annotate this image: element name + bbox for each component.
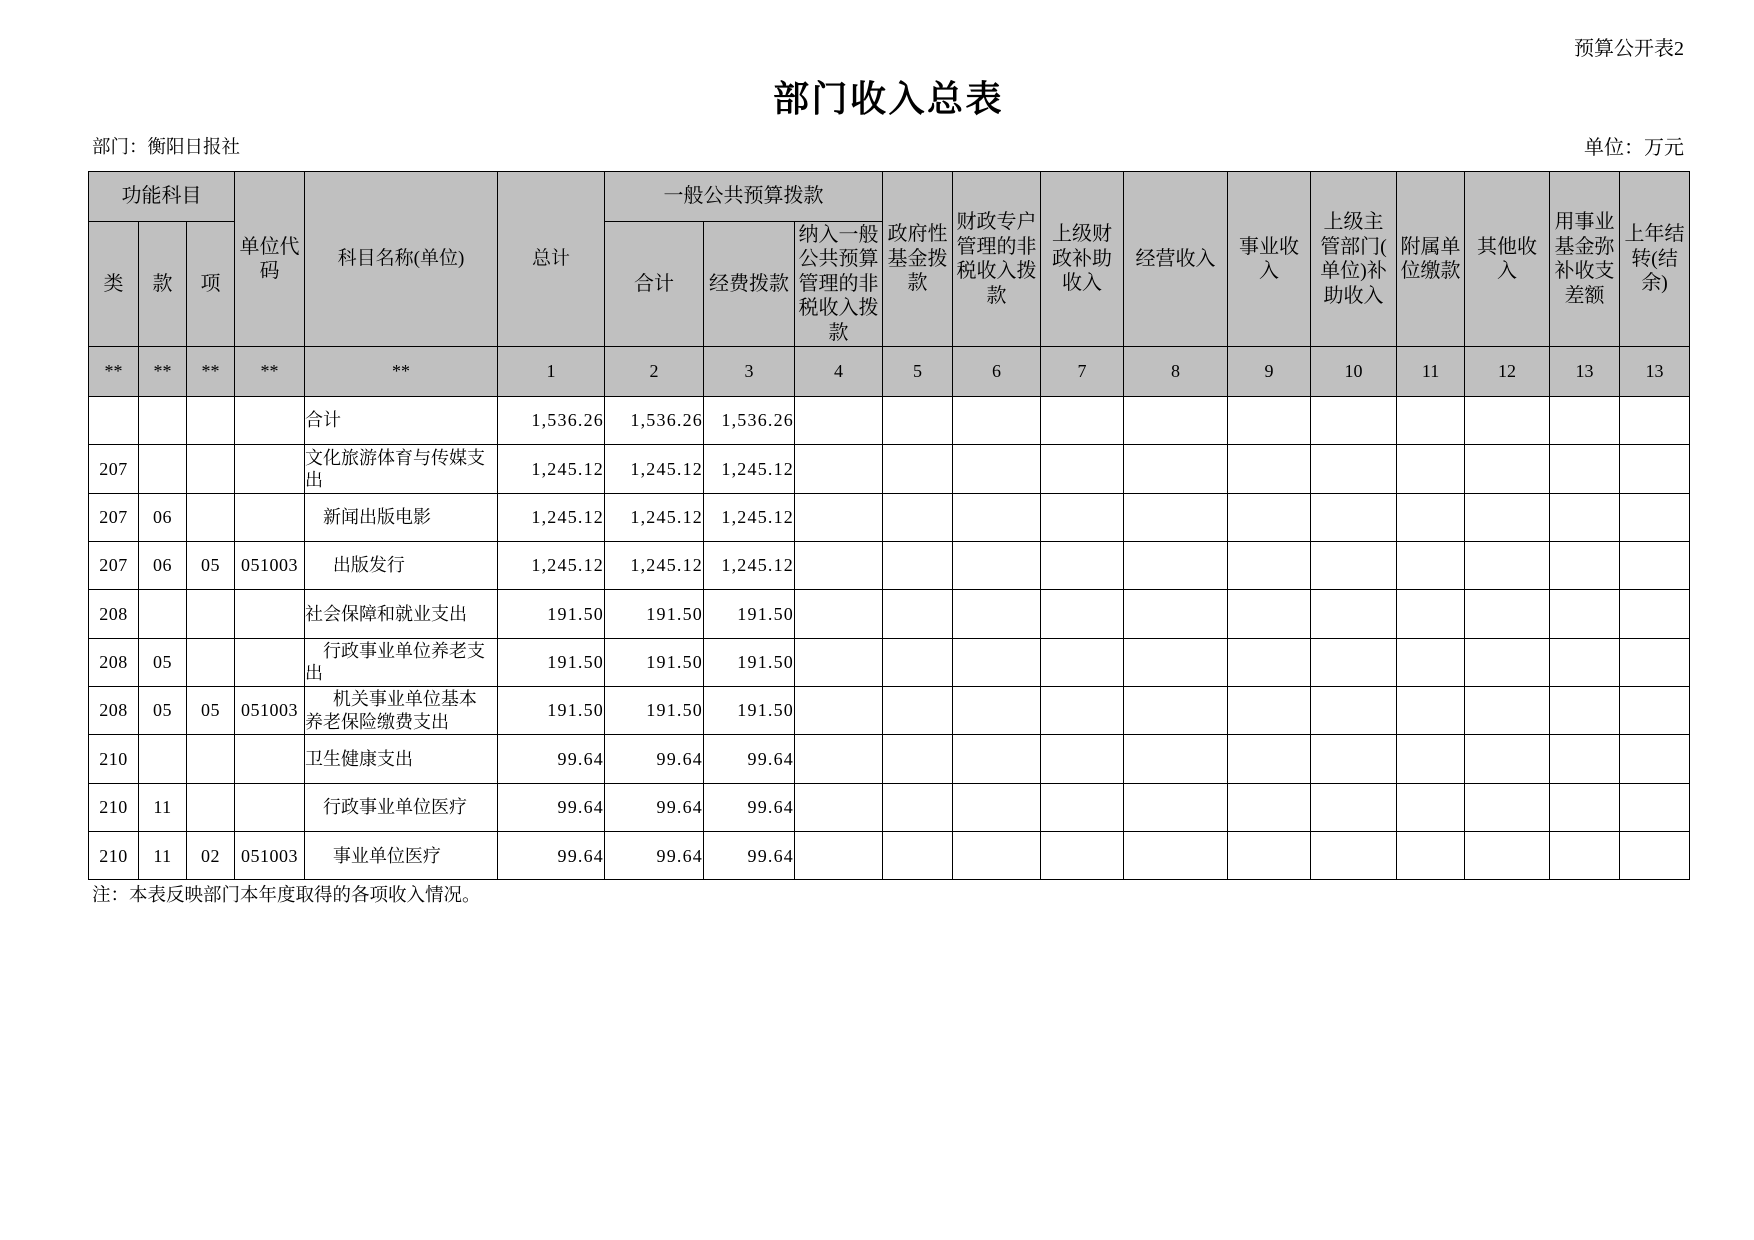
cell-subtotal: 191.50 xyxy=(605,687,704,735)
cell-xiang xyxy=(187,445,235,493)
column-index-cell: 13 xyxy=(1620,347,1690,397)
cell-carryover xyxy=(1620,542,1690,590)
table-row xyxy=(89,445,1690,493)
table-row xyxy=(89,735,1690,783)
header-superior-finance-subsidy xyxy=(1041,172,1124,347)
cell-funding: 99.64 xyxy=(704,783,795,831)
cell-nontax-general xyxy=(795,542,883,590)
cell-operating-income xyxy=(1124,397,1228,445)
cell-lei: 208 xyxy=(89,590,139,638)
header-carryover-label: 上年结转(结余) xyxy=(1624,223,1685,295)
header-nontax-general xyxy=(795,222,883,347)
cell-name xyxy=(305,832,498,880)
cell-funding: 191.50 xyxy=(704,638,795,686)
cell-superior-finance-subsidy xyxy=(1041,542,1124,590)
cell-business-income xyxy=(1228,832,1311,880)
header-funding: 经费拨款 xyxy=(704,222,795,347)
cell-superior-dept-subsidy xyxy=(1311,397,1397,445)
cell-subtotal: 99.64 xyxy=(605,832,704,880)
cell-xiang xyxy=(187,783,235,831)
cell-affiliated-remittance xyxy=(1397,832,1465,880)
subject-name-text: 卫生健康支出 xyxy=(305,748,413,769)
cell-special-account-nontax xyxy=(953,832,1041,880)
cell-affiliated-remittance xyxy=(1397,590,1465,638)
cell-other-income xyxy=(1465,832,1550,880)
cell-nontax-general xyxy=(795,590,883,638)
column-index-cell: ** xyxy=(187,347,235,397)
subject-name-text: 行政事业单位医疗 xyxy=(323,797,467,818)
cell-total: 1,245.12 xyxy=(498,493,605,541)
column-index-cell: ** xyxy=(305,347,498,397)
cell-kuan: 06 xyxy=(139,493,187,541)
cell-superior-finance-subsidy xyxy=(1041,493,1124,541)
header-unit-code-label: 单位代码 xyxy=(239,235,300,282)
column-index-cell: 3 xyxy=(704,347,795,397)
cell-superior-dept-subsidy xyxy=(1311,735,1397,783)
cell-superior-dept-subsidy xyxy=(1311,832,1397,880)
cell-lei: 208 xyxy=(89,687,139,735)
cell-nontax-general xyxy=(795,783,883,831)
cell-operating-income xyxy=(1124,735,1228,783)
cell-total: 99.64 xyxy=(498,783,605,831)
cell-xiang xyxy=(187,493,235,541)
cell-lei xyxy=(89,397,139,445)
cell-subtotal: 99.64 xyxy=(605,783,704,831)
table-row xyxy=(89,687,1690,735)
column-index-row xyxy=(89,347,1690,397)
cell-kuan xyxy=(139,397,187,445)
subject-name-text: 出版发行 xyxy=(332,555,405,576)
cell-funding: 191.50 xyxy=(704,687,795,735)
cell-kuan xyxy=(139,590,187,638)
cell-business-income xyxy=(1228,493,1311,541)
cell-other-income xyxy=(1465,590,1550,638)
cell-funding: 99.64 xyxy=(704,832,795,880)
cell-funding: 1,536.26 xyxy=(704,397,795,445)
cell-affiliated-remittance xyxy=(1397,445,1465,493)
cell-special-account-nontax xyxy=(953,783,1041,831)
cell-gov-fund xyxy=(883,687,953,735)
cell-xiang: 02 xyxy=(187,832,235,880)
cell-superior-finance-subsidy xyxy=(1041,397,1124,445)
cell-lei: 210 xyxy=(89,832,139,880)
cell-affiliated-remittance xyxy=(1397,735,1465,783)
cell-superior-finance-subsidy xyxy=(1041,590,1124,638)
subject-name-text: 行政事业单位养老支出 xyxy=(305,640,485,684)
cell-business-income xyxy=(1228,735,1311,783)
cell-name xyxy=(305,590,498,638)
column-index-cell: 4 xyxy=(795,347,883,397)
cell-total: 191.50 xyxy=(498,687,605,735)
table-header xyxy=(89,172,1690,397)
income-summary-table xyxy=(88,171,1690,880)
department-label: 部门：衡阳日报社 xyxy=(92,138,241,158)
cell-subtotal: 1,536.26 xyxy=(605,397,704,445)
cell-funding: 99.64 xyxy=(704,735,795,783)
cell-business-fund-offset xyxy=(1550,493,1620,541)
cell-lei: 208 xyxy=(89,638,139,686)
cell-name xyxy=(305,445,498,493)
cell-name xyxy=(305,493,498,541)
cell-carryover xyxy=(1620,735,1690,783)
cell-funding: 191.50 xyxy=(704,590,795,638)
column-index-cell: 11 xyxy=(1397,347,1465,397)
header-general-budget: 一般公共预算拨款 xyxy=(605,172,883,222)
cell-unit-code: 051003 xyxy=(235,542,305,590)
column-index-cell: ** xyxy=(89,347,139,397)
subject-name-text: 社会保障和就业支出 xyxy=(305,603,467,624)
cell-business-fund-offset xyxy=(1550,735,1620,783)
cell-special-account-nontax xyxy=(953,735,1041,783)
cell-operating-income xyxy=(1124,445,1228,493)
cell-superior-dept-subsidy xyxy=(1311,493,1397,541)
header-special-account-nontax xyxy=(953,172,1041,347)
table-row xyxy=(89,638,1690,686)
cell-lei: 210 xyxy=(89,735,139,783)
cell-business-fund-offset xyxy=(1550,638,1620,686)
cell-other-income xyxy=(1465,397,1550,445)
cell-total: 1,245.12 xyxy=(498,445,605,493)
cell-special-account-nontax xyxy=(953,397,1041,445)
header-superior-dept-subsidy-label: 上级主管部门(单位)补助收入 xyxy=(1320,211,1387,307)
cell-total: 1,536.26 xyxy=(498,397,605,445)
cell-unit-code: 051003 xyxy=(235,832,305,880)
cell-business-fund-offset xyxy=(1550,687,1620,735)
cell-special-account-nontax xyxy=(953,590,1041,638)
header-total: 总计 xyxy=(498,172,605,347)
header-xiang: 项 xyxy=(187,222,235,347)
cell-special-account-nontax xyxy=(953,638,1041,686)
table-row xyxy=(89,832,1690,880)
cell-business-fund-offset xyxy=(1550,445,1620,493)
cell-operating-income xyxy=(1124,832,1228,880)
cell-name xyxy=(305,783,498,831)
cell-carryover xyxy=(1620,783,1690,831)
cell-affiliated-remittance xyxy=(1397,783,1465,831)
table-row xyxy=(89,590,1690,638)
cell-funding: 1,245.12 xyxy=(704,445,795,493)
header-lei: 类 xyxy=(89,222,139,347)
header-subtotal: 合计 xyxy=(605,222,704,347)
cell-business-income xyxy=(1228,397,1311,445)
cell-other-income xyxy=(1465,638,1550,686)
cell-unit-code xyxy=(235,493,305,541)
cell-nontax-general xyxy=(795,493,883,541)
cell-gov-fund xyxy=(883,542,953,590)
column-index-cell: 5 xyxy=(883,347,953,397)
cell-affiliated-remittance xyxy=(1397,687,1465,735)
cell-superior-dept-subsidy xyxy=(1311,445,1397,493)
column-index-cell: 10 xyxy=(1311,347,1397,397)
cell-subtotal: 1,245.12 xyxy=(605,445,704,493)
cell-superior-dept-subsidy xyxy=(1311,590,1397,638)
cell-gov-fund xyxy=(883,590,953,638)
cell-superior-dept-subsidy xyxy=(1311,687,1397,735)
cell-affiliated-remittance xyxy=(1397,493,1465,541)
cell-name xyxy=(305,397,498,445)
cell-gov-fund xyxy=(883,735,953,783)
header-gov-fund xyxy=(883,172,953,347)
cell-lei: 207 xyxy=(89,445,139,493)
cell-gov-fund xyxy=(883,397,953,445)
table-row xyxy=(89,542,1690,590)
cell-subtotal: 99.64 xyxy=(605,735,704,783)
cell-superior-finance-subsidy xyxy=(1041,638,1124,686)
cell-carryover xyxy=(1620,493,1690,541)
header-affiliated-remittance-label: 附属单位缴款 xyxy=(1400,235,1461,282)
column-index-cell: 9 xyxy=(1228,347,1311,397)
cell-business-income xyxy=(1228,445,1311,493)
cell-name xyxy=(305,687,498,735)
cell-kuan xyxy=(139,445,187,493)
subject-name-text: 文化旅游体育与传媒支出 xyxy=(305,447,485,491)
column-index-cell: 12 xyxy=(1465,347,1550,397)
cell-business-fund-offset xyxy=(1550,832,1620,880)
cell-subtotal: 1,245.12 xyxy=(605,493,704,541)
cell-gov-fund xyxy=(883,832,953,880)
cell-nontax-general xyxy=(795,735,883,783)
cell-superior-finance-subsidy xyxy=(1041,783,1124,831)
column-index-cell: 7 xyxy=(1041,347,1124,397)
cell-affiliated-remittance xyxy=(1397,542,1465,590)
page-title: 部门收入总表 xyxy=(772,79,1004,119)
column-index-cell: 6 xyxy=(953,347,1041,397)
cell-affiliated-remittance xyxy=(1397,638,1465,686)
cell-business-income xyxy=(1228,590,1311,638)
header-other-income xyxy=(1465,172,1550,347)
header-business-fund-offset xyxy=(1550,172,1620,347)
cell-superior-dept-subsidy xyxy=(1311,783,1397,831)
header-business-income xyxy=(1228,172,1311,347)
table-row xyxy=(89,397,1690,445)
cell-business-fund-offset xyxy=(1550,783,1620,831)
cell-unit-code xyxy=(235,783,305,831)
cell-lei: 207 xyxy=(89,542,139,590)
cell-business-income xyxy=(1228,542,1311,590)
cell-operating-income xyxy=(1124,590,1228,638)
header-row-1 xyxy=(89,172,1690,222)
cell-name xyxy=(305,638,498,686)
cell-business-income xyxy=(1228,783,1311,831)
cell-name xyxy=(305,542,498,590)
header-operating-income: 经营收入 xyxy=(1124,172,1228,347)
cell-special-account-nontax xyxy=(953,493,1041,541)
cell-nontax-general xyxy=(795,832,883,880)
cell-other-income xyxy=(1465,687,1550,735)
cell-business-income xyxy=(1228,687,1311,735)
header-function-subject: 功能科目 xyxy=(89,172,235,222)
cell-nontax-general xyxy=(795,638,883,686)
header-superior-finance-subsidy-label: 上级财政补助收入 xyxy=(1052,223,1113,295)
cell-gov-fund xyxy=(883,783,953,831)
header-other-income-label: 其他收入 xyxy=(1477,235,1538,282)
cell-kuan: 05 xyxy=(139,638,187,686)
cell-subtotal: 191.50 xyxy=(605,638,704,686)
cell-carryover xyxy=(1620,445,1690,493)
cell-kuan: 11 xyxy=(139,783,187,831)
cell-business-fund-offset xyxy=(1550,590,1620,638)
column-index-cell: ** xyxy=(235,347,305,397)
footnote: 注：本表反映部门本年度取得的各项收入情况。 xyxy=(92,886,481,906)
cell-gov-fund xyxy=(883,445,953,493)
cell-kuan: 06 xyxy=(139,542,187,590)
cell-affiliated-remittance xyxy=(1397,397,1465,445)
subject-name-text: 新闻出版电影 xyxy=(323,507,431,528)
cell-xiang xyxy=(187,397,235,445)
cell-other-income xyxy=(1465,783,1550,831)
cell-special-account-nontax xyxy=(953,542,1041,590)
cell-other-income xyxy=(1465,735,1550,783)
header-gov-fund-label: 政府性基金拨款 xyxy=(887,223,948,295)
cell-kuan xyxy=(139,735,187,783)
cell-unit-code xyxy=(235,638,305,686)
table-body xyxy=(89,397,1690,880)
cell-superior-finance-subsidy xyxy=(1041,445,1124,493)
cell-superior-finance-subsidy xyxy=(1041,832,1124,880)
cell-lei: 207 xyxy=(89,493,139,541)
header-nontax-general-label: 纳入一般公共预算管理的非税收入拨款 xyxy=(798,223,879,344)
cell-total: 99.64 xyxy=(498,735,605,783)
cell-kuan: 05 xyxy=(139,687,187,735)
subject-name-text: 事业单位医疗 xyxy=(332,845,441,866)
cell-xiang xyxy=(187,590,235,638)
cell-total: 99.64 xyxy=(498,832,605,880)
cell-carryover xyxy=(1620,832,1690,880)
cell-total: 1,245.12 xyxy=(498,542,605,590)
column-index-cell: ** xyxy=(139,347,187,397)
subject-name-text: 机关事业单位基本养老保险缴费支出 xyxy=(305,689,477,732)
unit-label: 单位：万元 xyxy=(1584,137,1684,159)
form-number: 预算公开表2 xyxy=(1574,38,1684,60)
cell-carryover xyxy=(1620,397,1690,445)
cell-business-fund-offset xyxy=(1550,542,1620,590)
cell-unit-code: 051003 xyxy=(235,687,305,735)
header-business-fund-offset-label: 用事业基金弥补收支差额 xyxy=(1554,211,1615,307)
cell-superior-dept-subsidy xyxy=(1311,542,1397,590)
cell-other-income xyxy=(1465,493,1550,541)
cell-nontax-general xyxy=(795,445,883,493)
cell-lei: 210 xyxy=(89,783,139,831)
cell-business-income xyxy=(1228,638,1311,686)
header-affiliated-remittance xyxy=(1397,172,1465,347)
header-special-account-nontax-label: 财政专户管理的非税收入拨款 xyxy=(956,211,1037,307)
header-subject-name: 科目名称(单位) xyxy=(305,172,498,347)
cell-gov-fund xyxy=(883,638,953,686)
cell-other-income xyxy=(1465,542,1550,590)
cell-business-fund-offset xyxy=(1550,397,1620,445)
cell-subtotal: 1,245.12 xyxy=(605,542,704,590)
cell-carryover xyxy=(1620,590,1690,638)
cell-unit-code xyxy=(235,445,305,493)
cell-xiang xyxy=(187,638,235,686)
header-kuan: 款 xyxy=(139,222,187,347)
table-row xyxy=(89,493,1690,541)
cell-operating-income xyxy=(1124,493,1228,541)
subject-name-text: 合计 xyxy=(305,410,341,431)
cell-unit-code xyxy=(235,735,305,783)
cell-carryover xyxy=(1620,687,1690,735)
column-index-cell: 1 xyxy=(498,347,605,397)
cell-special-account-nontax xyxy=(953,445,1041,493)
cell-unit-code xyxy=(235,397,305,445)
table-row xyxy=(89,783,1690,831)
header-unit-code xyxy=(235,172,305,347)
cell-name xyxy=(305,735,498,783)
cell-unit-code xyxy=(235,590,305,638)
column-index-cell: 13 xyxy=(1550,347,1620,397)
cell-funding: 1,245.12 xyxy=(704,493,795,541)
cell-xiang: 05 xyxy=(187,542,235,590)
header-carryover xyxy=(1620,172,1690,347)
header-superior-dept-subsidy xyxy=(1311,172,1397,347)
cell-other-income xyxy=(1465,445,1550,493)
cell-total: 191.50 xyxy=(498,638,605,686)
cell-operating-income xyxy=(1124,638,1228,686)
cell-funding: 1,245.12 xyxy=(704,542,795,590)
cell-subtotal: 191.50 xyxy=(605,590,704,638)
cell-operating-income xyxy=(1124,687,1228,735)
column-index-cell: 8 xyxy=(1124,347,1228,397)
cell-special-account-nontax xyxy=(953,687,1041,735)
cell-xiang xyxy=(187,735,235,783)
cell-xiang: 05 xyxy=(187,687,235,735)
cell-nontax-general xyxy=(795,397,883,445)
cell-operating-income xyxy=(1124,783,1228,831)
cell-nontax-general xyxy=(795,687,883,735)
cell-superior-finance-subsidy xyxy=(1041,735,1124,783)
cell-superior-finance-subsidy xyxy=(1041,687,1124,735)
cell-kuan: 11 xyxy=(139,832,187,880)
cell-total: 191.50 xyxy=(498,590,605,638)
cell-carryover xyxy=(1620,638,1690,686)
cell-operating-income xyxy=(1124,542,1228,590)
cell-gov-fund xyxy=(883,493,953,541)
header-business-income-label: 事业收入 xyxy=(1239,235,1300,282)
column-index-cell: 2 xyxy=(605,347,704,397)
cell-superior-dept-subsidy xyxy=(1311,638,1397,686)
